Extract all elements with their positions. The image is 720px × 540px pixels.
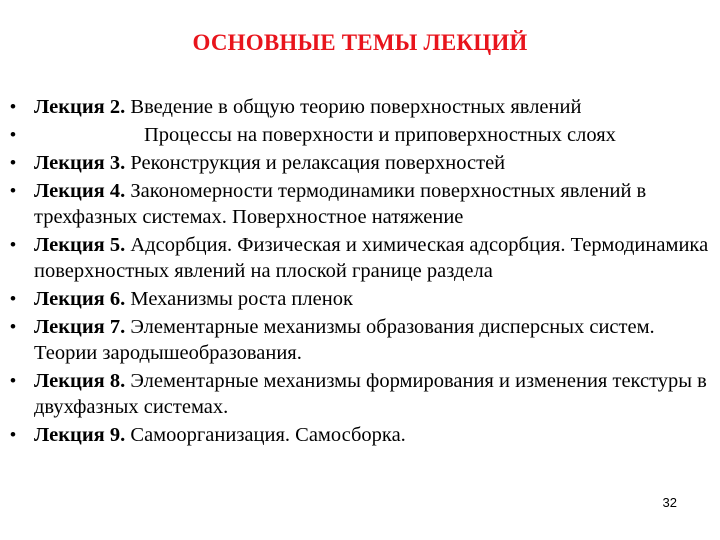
page-number: 32	[662, 495, 677, 510]
lecture-label: Лекция 7.	[34, 316, 126, 338]
bullet-icon: •	[10, 97, 16, 116]
bullet-icon: •	[10, 289, 16, 308]
bullet-icon: •	[10, 125, 16, 144]
slide-title: ОСНОВНЫЕ ТЕМЫ ЛЕКЦИЙ	[192, 30, 528, 55]
lecture-text: Реконструкция и релаксация поверхностей	[125, 152, 506, 174]
bullet-icon: •	[10, 425, 16, 444]
lecture-label: Лекция 9.	[34, 424, 126, 446]
lecture-text: Элементарные механизмы образования дисперсных систем. Теории зародышеобразования.	[34, 316, 655, 364]
lecture-label: Лекция 5.	[34, 234, 126, 256]
lecture-label: Лекция 6.	[34, 288, 126, 310]
lecture-text: Адсорбция. Физическая и химическая адсорбция. Термодинамика поверхностных явлений на плоской границе раздела	[34, 234, 709, 282]
lecture-text: Закономерности термодинамики поверхностных явлений в трехфазных системах. Поверхностное натяжение	[34, 180, 647, 228]
lecture-text: Элементарные механизмы формирования и изменения текстуры в двухфазных системах.	[34, 370, 707, 418]
lecture-item-8	[0, 368, 720, 420]
lecture-text: Процессы на поверхности и приповерхностных слоях	[144, 124, 616, 146]
lecture-label: Лекция 2.	[34, 96, 126, 118]
lecture-item-4	[0, 178, 720, 230]
lecture-item-2-sub	[0, 122, 720, 148]
lecture-item-9	[0, 422, 720, 448]
lecture-label: Лекция 3.	[34, 152, 126, 174]
bullet-icon: •	[10, 181, 16, 200]
bullet-icon: •	[10, 153, 16, 172]
lecture-item-5	[0, 232, 720, 284]
lecture-item-3	[0, 150, 720, 176]
lecture-text: Самоорганизация. Самосборка.	[125, 424, 406, 446]
lecture-list	[0, 94, 720, 450]
lecture-item-2	[0, 94, 720, 120]
lecture-label: Лекция 4.	[34, 180, 126, 202]
bullet-icon: •	[10, 317, 16, 336]
lecture-text: Механизмы роста пленок	[125, 288, 353, 310]
bullet-icon: •	[10, 235, 16, 254]
bullet-icon: •	[10, 371, 16, 390]
lecture-label: Лекция 8.	[34, 370, 126, 392]
lecture-item-7	[0, 314, 720, 366]
lecture-text: Введение в общую теорию поверхностных явлений	[125, 96, 582, 118]
lecture-item-6	[0, 286, 720, 312]
